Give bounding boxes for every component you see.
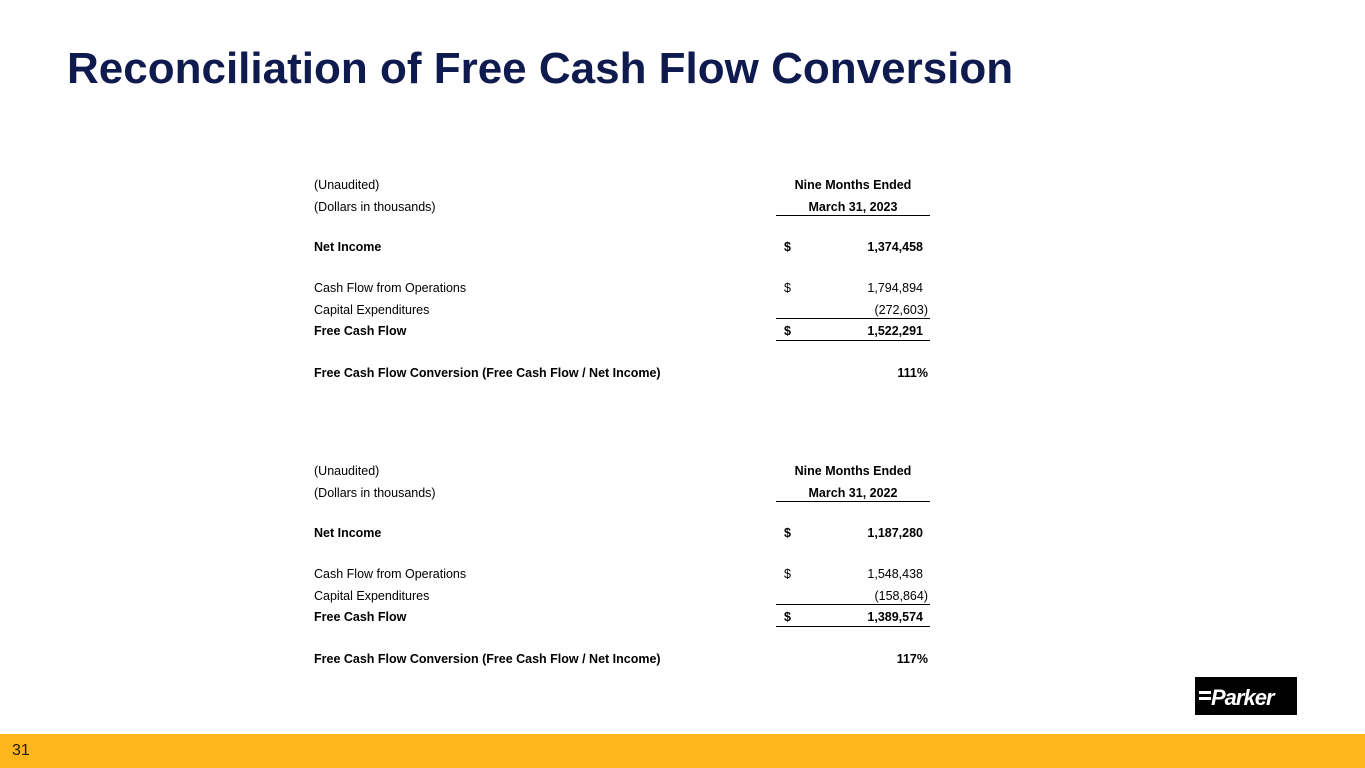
fcf-value: 1,389,574: [867, 610, 923, 624]
conversion-row: [314, 650, 930, 668]
svg-text:Parker: Parker: [1211, 685, 1274, 710]
fcf-row: [314, 608, 930, 626]
currency-symbol: $: [784, 240, 791, 254]
capex-value: (158,864): [874, 589, 928, 603]
period-date: March 31, 2022: [808, 486, 898, 500]
header-underline: [776, 215, 930, 216]
net-income-row: [314, 238, 930, 256]
cfo-value: 1,548,438: [867, 567, 923, 581]
total-rule: [776, 626, 930, 627]
header-underline: [776, 501, 930, 502]
period-header: Nine Months Ended: [794, 464, 912, 478]
net-income-value: 1,187,280: [867, 526, 923, 540]
table-header-row: [314, 462, 930, 480]
page-title: Reconciliation of Free Cash Flow Conversion: [67, 44, 1014, 93]
conversion-label: Free Cash Flow Conversion (Free Cash Flow / Net Income): [314, 652, 661, 666]
currency-symbol: $: [784, 610, 791, 624]
total-rule: [776, 340, 930, 341]
page-number: 31: [12, 742, 30, 759]
capex-row: [314, 587, 930, 605]
currency-symbol: $: [784, 281, 791, 295]
units-label: (Dollars in thousands): [314, 200, 436, 214]
fcf-label: Free Cash Flow: [314, 324, 407, 338]
table-header-row: [314, 198, 930, 216]
footer-bar: [0, 734, 1365, 768]
period-header: Nine Months Ended: [794, 178, 912, 192]
net-income-row: [314, 524, 930, 542]
table-header-row: [314, 484, 930, 502]
capex-value: (272,603): [874, 303, 928, 317]
fcf-label: Free Cash Flow: [314, 610, 407, 624]
period-date: March 31, 2023: [808, 200, 898, 214]
subtotal-rule: [776, 604, 930, 605]
unaudited-label: (Unaudited): [314, 464, 380, 478]
fcf-value: 1,522,291: [867, 324, 923, 338]
parker-logo: [1195, 677, 1297, 715]
table-header-row: [314, 176, 930, 194]
currency-symbol: $: [784, 324, 791, 338]
capex-label: Capital Expenditures: [314, 303, 430, 317]
net-income-label: Net Income: [314, 526, 382, 540]
net-income-label: Net Income: [314, 240, 382, 254]
unaudited-label: (Unaudited): [314, 178, 380, 192]
cfo-row: [314, 565, 930, 583]
cfo-label: Cash Flow from Operations: [314, 567, 467, 581]
conversion-value: 117%: [896, 652, 928, 666]
currency-symbol: $: [784, 526, 791, 540]
capex-row: [314, 301, 930, 319]
currency-symbol: $: [784, 567, 791, 581]
units-label: (Dollars in thousands): [314, 486, 436, 500]
cfo-value: 1,794,894: [867, 281, 923, 295]
fcf-row: [314, 322, 930, 340]
capex-label: Capital Expenditures: [314, 589, 430, 603]
conversion-label: Free Cash Flow Conversion (Free Cash Flow / Net Income): [314, 366, 661, 380]
net-income-value: 1,374,458: [867, 240, 923, 254]
cfo-label: Cash Flow from Operations: [314, 281, 467, 295]
cfo-row: [314, 279, 930, 297]
conversion-value: 111%: [897, 366, 928, 380]
subtotal-rule: [776, 318, 930, 319]
conversion-row: [314, 364, 930, 382]
